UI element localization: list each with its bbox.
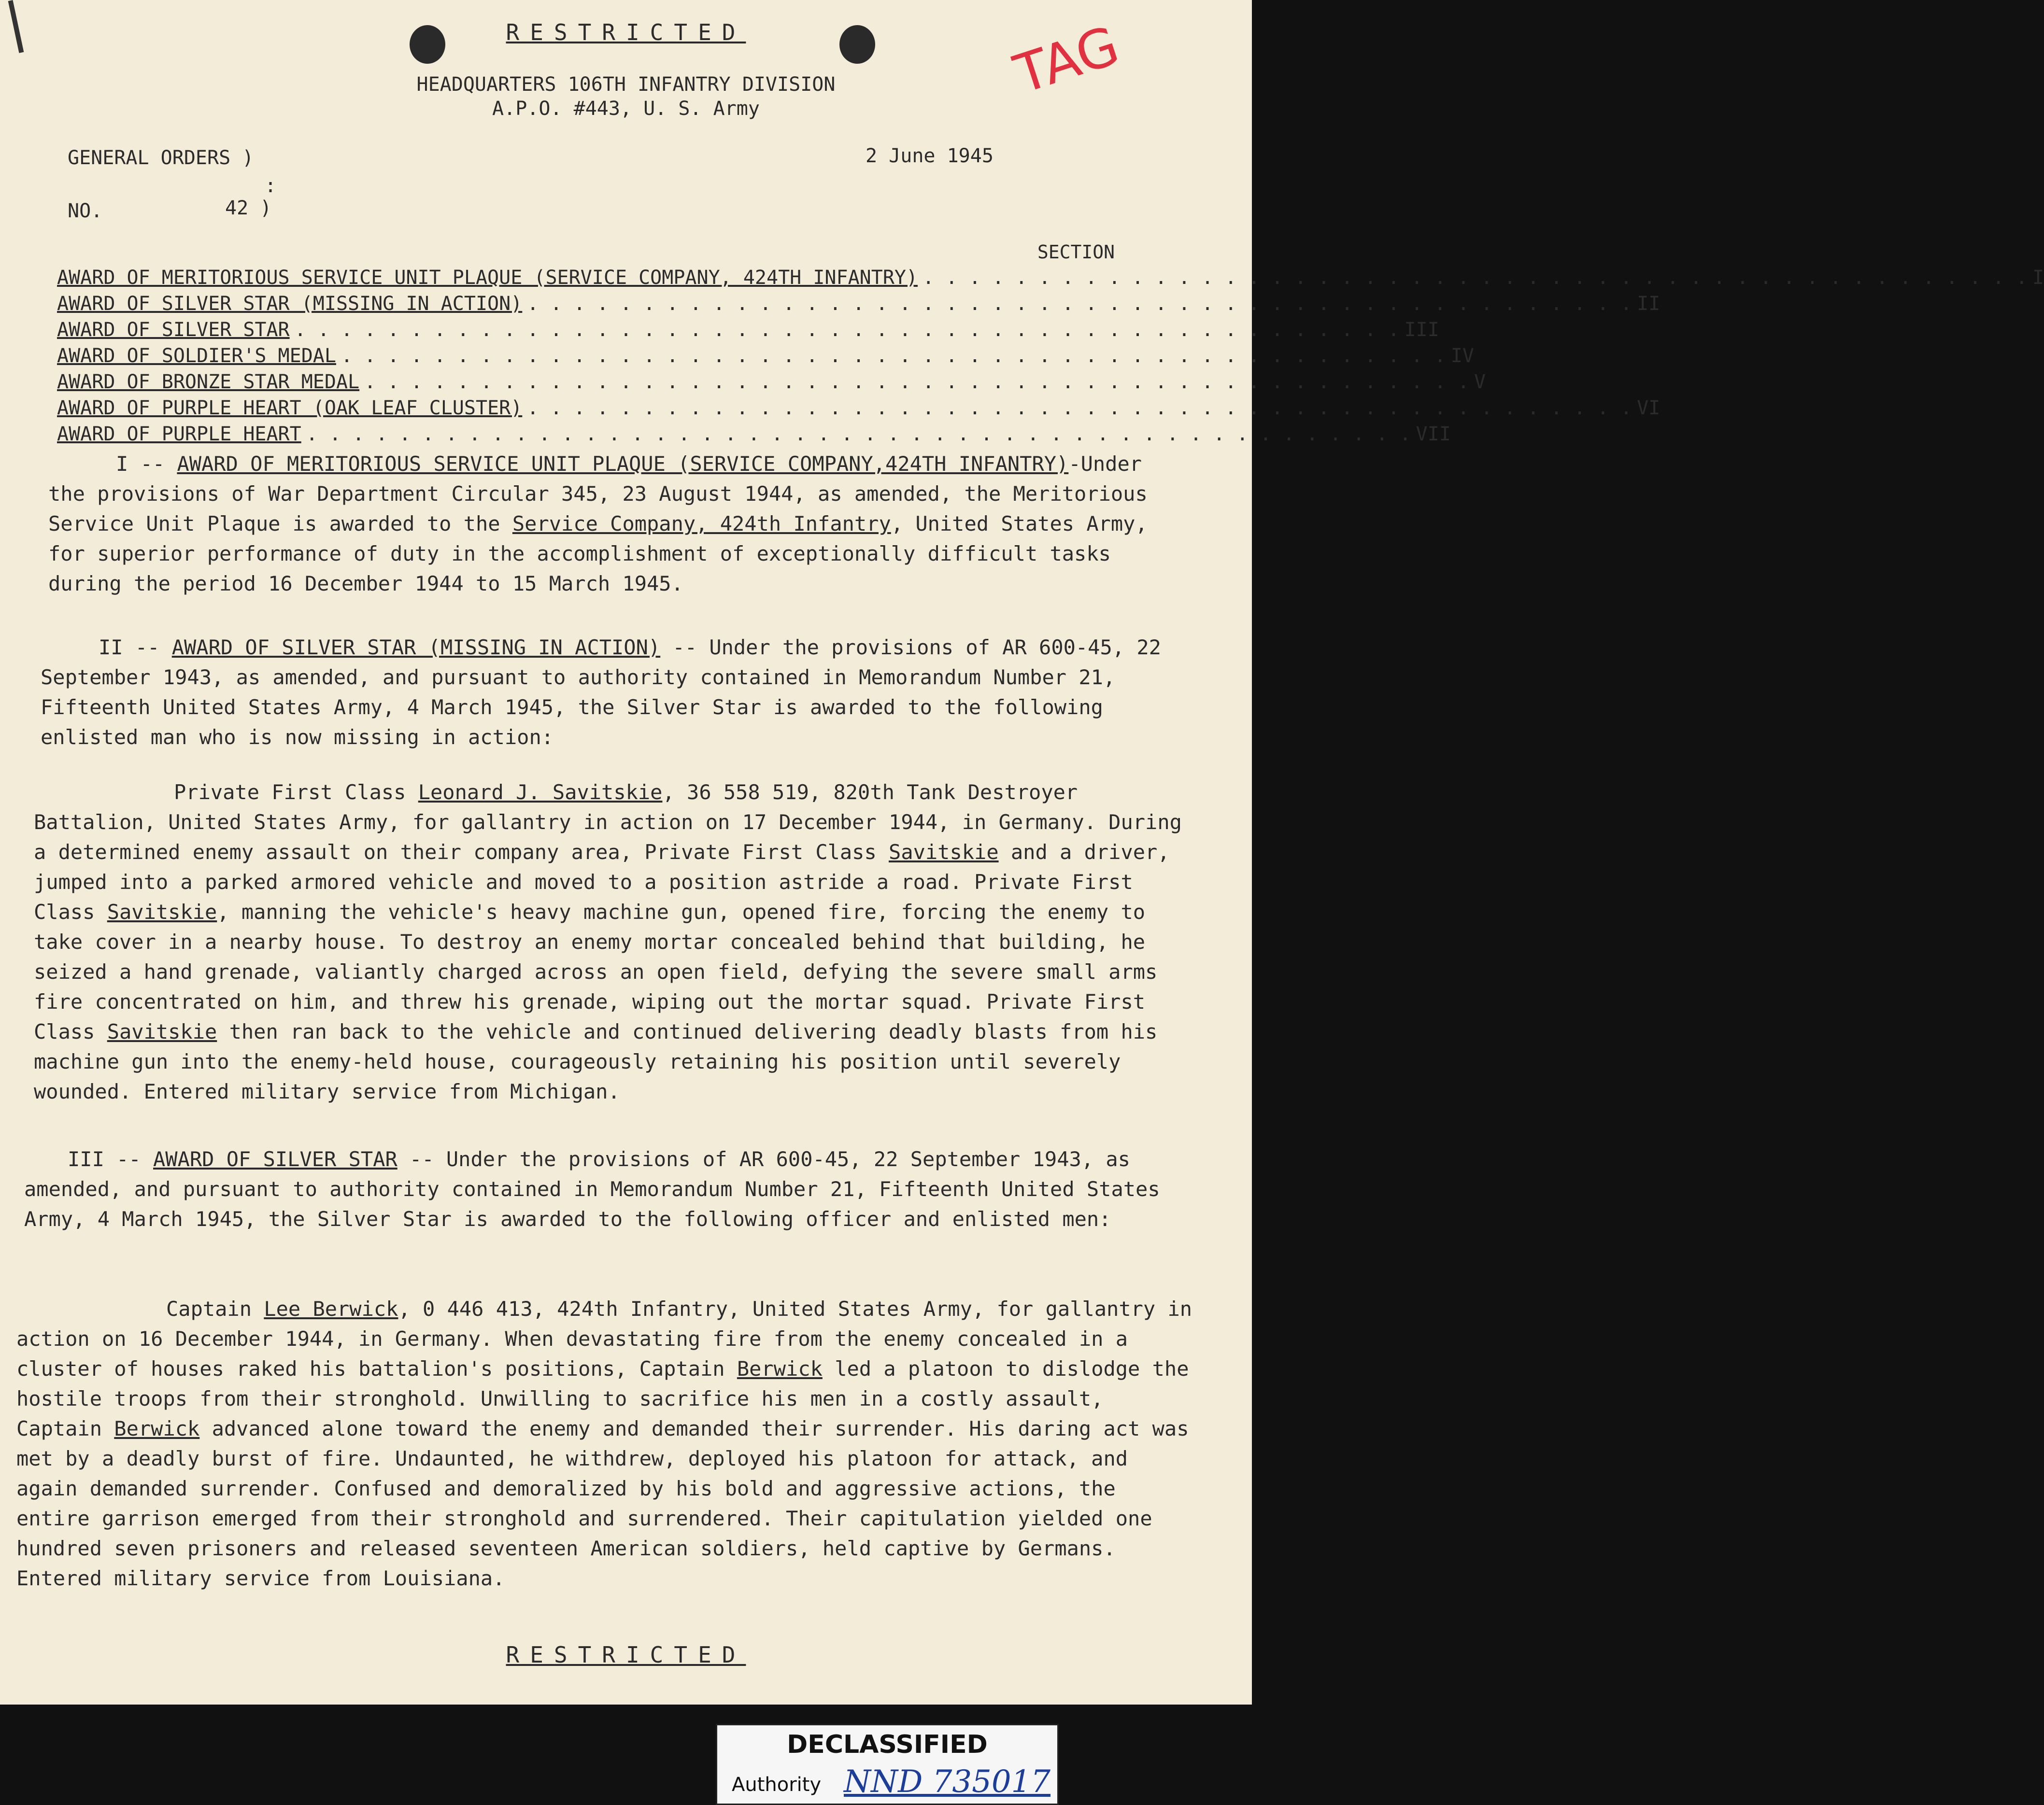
toc-number: V [1474, 371, 1486, 393]
toc-row [57, 345, 1474, 371]
toc-row [57, 267, 2044, 293]
citation-text: , 36 558 519, 820th Tank Destroyer Battalion, United States Army, for gallantry in action on 17 December 1944, in Germany. During a determined enemy assault on their company area, Private First Class [34, 780, 1182, 864]
section-3-body: -- Under the provisions of AR 600-45, 22 September 1943, as amended, and pursuant to authority contained in Memorandum Number 21, Fifteenth United States Army, 4 March 1945, the Silver Star is awarded to the following officer and enlisted men: [24, 1147, 1160, 1231]
section-3-title: AWARD OF SILVER STAR [153, 1147, 397, 1171]
section-2-title: AWARD OF SILVER STAR (MISSING IN ACTION) [171, 635, 661, 659]
stamp-authority-label: Authority [732, 1774, 822, 1796]
toc-leader: . . . . . . . . . . . . . . . . . . . . . . . . . . . . . . . . . . . . . . . . . . . . . . . . [527, 397, 1632, 419]
toc-label: AWARD OF PURPLE HEART (OAK LEAF CLUSTER) [57, 397, 523, 419]
recipient-name: Savitskie [107, 900, 217, 924]
citation-text: , manning the vehicle's heavy machine gun, opened fire, forcing the enemy to take cover in a nearby house. To destroy an enemy mortar concealed behind that building, he seized a hand grenade, valiantly charged across an open field, defying the severe small arms fire concentrated on him, and threw his grenade, wiping out the mortar squad. Private First Class [34, 900, 1158, 1044]
stamp-authority-value: NND 735017 [844, 1764, 1050, 1800]
stamp-title: DECLASSIFIED [787, 1730, 988, 1759]
recipient-name: Berwick [737, 1357, 823, 1381]
citation-text: led a platoon to dislodge the hostile troops from their stronghold. Unwilling to sacrifice his men in a costly assault, Captain [16, 1357, 1189, 1440]
section-2-lead: II -- [99, 635, 172, 659]
section-1-body-end: , United States Army, for superior performance of duty in the accomplishment of exceptionally difficult tasks during the period 16 December 1944 to 15 March 1945. [48, 512, 1148, 595]
toc-row [57, 293, 1661, 319]
toc-number: II [1637, 293, 1661, 315]
citation-rank: Private First Class [174, 780, 418, 804]
toc-number: I [2032, 267, 2044, 289]
toc-row [57, 423, 1451, 449]
recipient-name: Leonard J. Savitskie [418, 780, 663, 804]
toc-label: AWARD OF PURPLE HEART [57, 423, 301, 445]
citation-rank: Captain [166, 1297, 264, 1321]
recipient-name: Savitskie [107, 1020, 217, 1044]
citation-text: , 0 446 413, 424th Infantry, United States Army, for gallantry in action on 16 December 1944, in Germany. When devastating fire from the enemy concealed in a cluster of houses raked his battalion's positions, Captain [16, 1297, 1192, 1381]
section-header: SECTION [1037, 241, 1115, 263]
recipient-name: Lee Berwick [264, 1297, 398, 1321]
toc-number: IV [1450, 345, 1474, 367]
citation-text: then ran back to the vehicle and continued delivering deadly blasts from his machine gun into the enemy-held house, courageously retaining his position until severely wounded. Entered military service from Michigan. [34, 1020, 1158, 1103]
order-number-label: NO. [68, 200, 103, 222]
section-2-body: -- Under the provisions of AR 600-45, 22 September 1943, as amended, and pursuant to authority contained in Memorandum Number 21, Fifteenth United States Army, 4 March 1945, the Silver Star is awarded to the following enlisted man who is now missing in action: [41, 635, 1161, 749]
citation-text: and a driver, jumped into a parked armored vehicle and moved to a position astride a road. Private First Class [34, 840, 1170, 924]
toc-leader: . . . . . . . . . . . . . . . . . . . . . . . . . . . . . . . . . . . . . . . . . . . . . . . . [923, 267, 2028, 289]
recipient-name: Savitskie [889, 840, 999, 864]
section-1-lead: I -- [116, 452, 177, 476]
section-3-citation [16, 1294, 1200, 1593]
section-2-citation [34, 777, 1188, 1107]
section-1-paragraph [48, 449, 1178, 599]
tag-annotation: TAG [1007, 14, 1126, 106]
toc-row [57, 397, 1661, 423]
citation-text: advanced alone toward the enemy and demanded their surrender. His daring act was met by a deadly burst of fire. Undaunted, he withdrew, deployed his platoon for attack, and again demanded surrender. Confused and demoralized by his bold and aggressive actions, the entire garrison emerged from their stronghold and surrendered. Their capitulation yielded one hundred seven prisoners and released seventeen American soldiers, held captive by Germans. Entered military service from Louisiana. [16, 1417, 1189, 1590]
awarded-unit: Service Company, 424th Infantry [512, 512, 891, 536]
restricted-header: RESTRICTED [506, 19, 746, 45]
order-date: 2 June 1945 [866, 145, 994, 167]
restricted-footer: RESTRICTED [506, 1642, 746, 1668]
toc-leader: . . . . . . . . . . . . . . . . . . . . . . . . . . . . . . . . . . . . . . . . . . . . . . . . [306, 423, 1411, 445]
toc-leader: . . . . . . . . . . . . . . . . . . . . . . . . . . . . . . . . . . . . . . . . . . . . . . . . [294, 319, 1400, 341]
toc-label: AWARD OF MERITORIOUS SERVICE UNIT PLAQUE (SERVICE COMPANY, 424TH INFANTRY) [57, 267, 918, 289]
section-3-paragraph [24, 1144, 1193, 1234]
toc-leader: . . . . . . . . . . . . . . . . . . . . . . . . . . . . . . . . . . . . . . . . . . . . . . . . [527, 293, 1632, 315]
toc-row [57, 371, 1486, 397]
section-index [57, 241, 2044, 449]
hq-line-1: HEADQUARTERS 106TH INFANTRY DIVISION [416, 73, 836, 96]
section-1-title: AWARD OF MERITORIOUS SERVICE UNIT PLAQUE (SERVICE COMPANY,424TH INFANTRY) [177, 452, 1069, 476]
toc-label: AWARD OF BRONZE STAR MEDAL [57, 371, 360, 393]
hq-line-2: A.P.O. #443, U. S. Army [492, 98, 760, 120]
toc-number: III [1404, 319, 1439, 341]
toc-label: AWARD OF SILVER STAR (MISSING IN ACTION) [57, 293, 523, 315]
general-orders-label: GENERAL ORDERS ) [68, 147, 254, 169]
section-2-paragraph [41, 633, 1180, 752]
toc-leader: . . . . . . . . . . . . . . . . . . . . . . . . . . . . . . . . . . . . . . . . . . . . . . . . [364, 371, 1469, 393]
declassified-stamp [716, 1724, 1059, 1805]
toc-label: AWARD OF SILVER STAR [57, 319, 290, 341]
toc-leader: . . . . . . . . . . . . . . . . . . . . . . . . . . . . . . . . . . . . . . . . . . . . . . . . [341, 345, 1446, 367]
order-colon: : [265, 175, 277, 197]
order-number: 42 ) [225, 197, 272, 219]
toc-number: VI [1637, 397, 1661, 419]
toc-number: VII [1416, 423, 1451, 445]
section-1-body: -Under the provisions of War Department Circular 345, 23 August 1944, as amended, the Meritorious Service Unit Plaque is awarded to the [48, 452, 1148, 536]
recipient-name: Berwick [114, 1417, 200, 1440]
toc-label: AWARD OF SOLDIER'S MEDAL [57, 345, 336, 367]
toc-row [57, 319, 1439, 345]
section-3-lead: III -- [68, 1147, 154, 1171]
